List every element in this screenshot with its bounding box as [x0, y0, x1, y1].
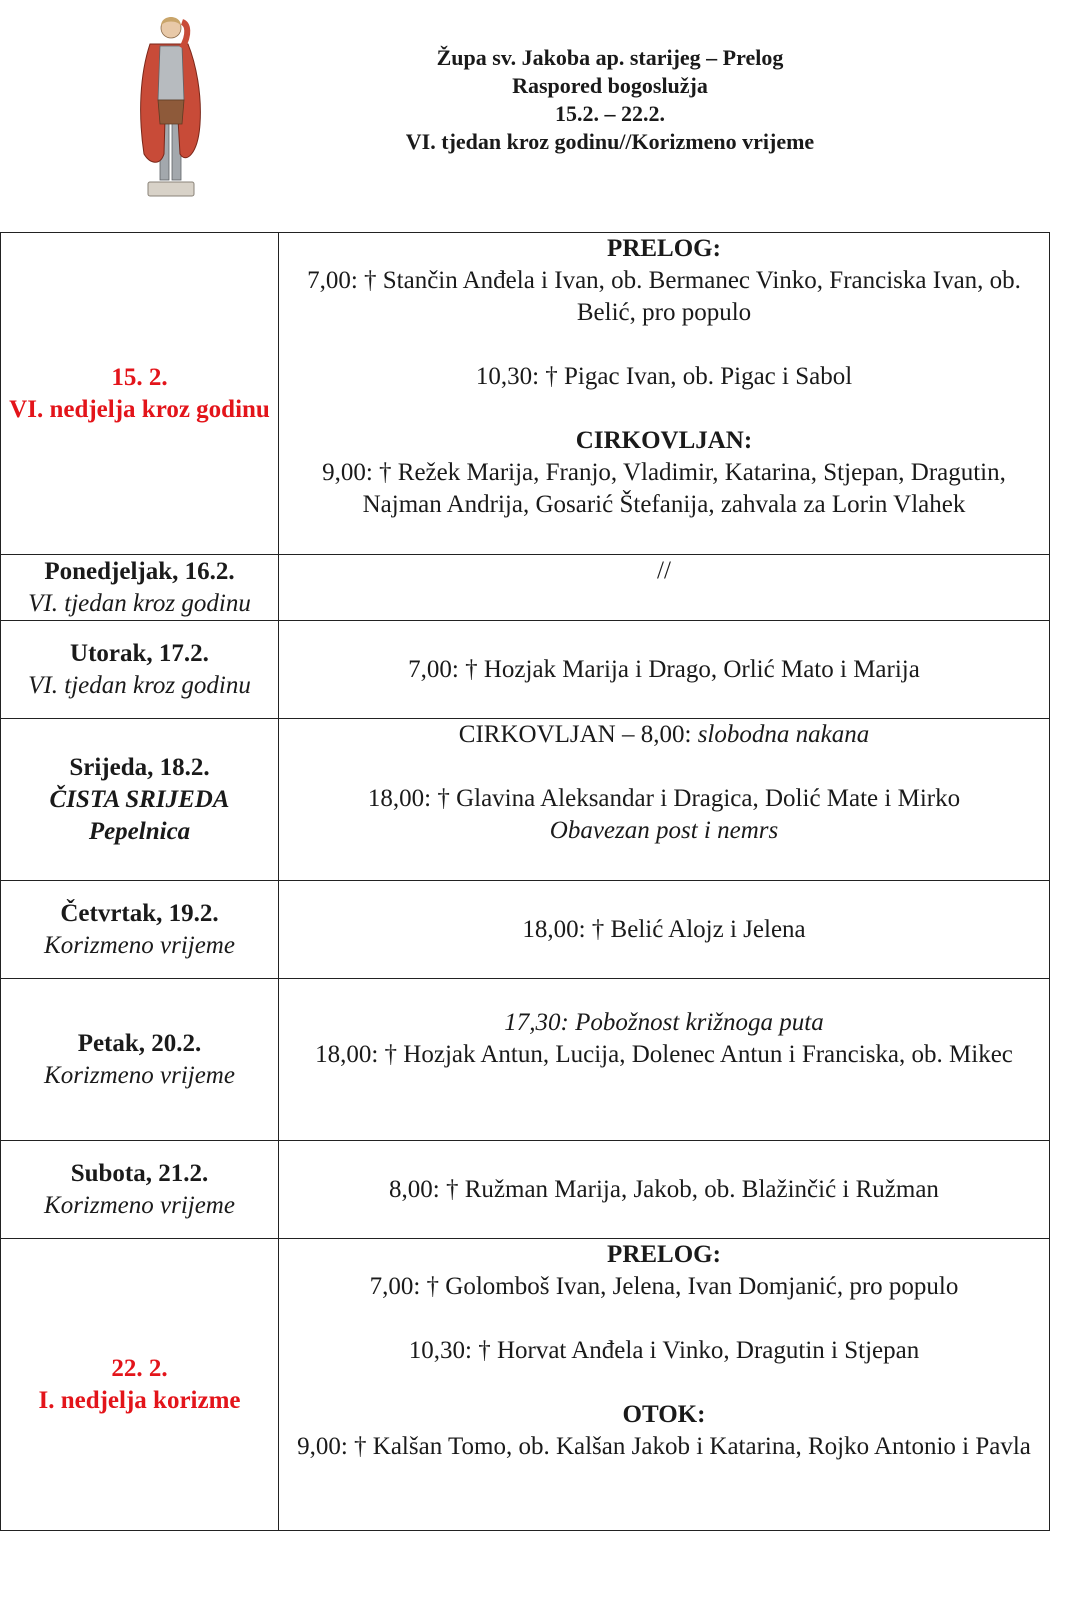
table-row [1, 555, 1050, 621]
location-heading: PRELOG: [607, 1241, 721, 1268]
liturgical-season: VI. tjedan kroz godinu//Korizmeno vrijeme [405, 129, 815, 154]
table-row [1, 1141, 1050, 1239]
entries-cell [279, 233, 1050, 555]
day-subtitle: Korizmeno vrijeme [44, 1061, 235, 1089]
table-row [1, 233, 1050, 555]
mass-entry: 7,00: † Hozjak Marija i Drago, Orlić Mato i Marija [408, 655, 920, 683]
entries-cell [279, 555, 1050, 621]
mass-entry: 9,00: † Režek Marija, Franjo, Vladimir, Katarina, Stjepan, Dragutin, Najman Andrija, Gosarić Štefanija, zahvala za Lorin Vlahek [322, 459, 1006, 518]
mass-entry: // [657, 557, 671, 584]
table-row [1, 1239, 1050, 1531]
day-cell [1, 621, 279, 719]
day-cell [1, 719, 279, 881]
day-subtitle: ČISTA SRIJEDA [49, 785, 230, 813]
day-label: Srijeda, 18.2. [69, 753, 210, 781]
mass-entry: 18,00: † Glavina Aleksandar i Dragica, Dolić Mate i Mirko [367, 785, 961, 812]
day-cell [1, 233, 279, 555]
day-label: Četvrtak, 19.2. [60, 899, 219, 927]
mass-entry: 8,00: † Ružman Marija, Jakob, ob. Blažinčić i Ružman [389, 1175, 939, 1203]
mass-entry-time: CIRKOVLJAN – 8,00: [458, 721, 698, 748]
day-cell [1, 1141, 279, 1239]
day-subtitle: Korizmeno vrijeme [44, 931, 235, 959]
day-subtitle: I. nedjelja korizme [38, 1386, 241, 1414]
mass-schedule-table [0, 232, 1050, 1531]
entries-cell [279, 621, 1050, 719]
mass-entry [285, 719, 1043, 751]
location-heading: OTOK: [622, 1401, 706, 1428]
day-subtitle: VI. tjedan kroz godinu [28, 671, 251, 699]
mass-entry: 7,00: † Golomboš Ivan, Jelena, Ivan Domjanić, pro populo [369, 1273, 959, 1300]
entries-cell [279, 979, 1050, 1141]
entries-cell [279, 1141, 1050, 1239]
location-heading: CIRKOVLJAN: [575, 427, 753, 454]
day-cell [1, 881, 279, 979]
document-header [300, 44, 920, 156]
day-subtitle: VI. tjedan kroz godinu [28, 589, 251, 617]
mass-entry-intention: slobodna nakana [697, 721, 870, 748]
day-cell [1, 555, 279, 621]
day-cell [1, 979, 279, 1141]
location-heading: PRELOG: [607, 235, 721, 262]
day-subtitle-2: Pepelnica [88, 817, 191, 845]
entries-cell [279, 719, 1050, 881]
day-label: 15. 2. [111, 363, 168, 391]
note: Obavezan post i nemrs [549, 817, 779, 844]
mass-entry: 10,30: † Horvat Anđela i Vinko, Dragutin i Stjepan [408, 1337, 920, 1364]
day-subtitle: VI. nedjelja kroz godinu [9, 395, 270, 423]
table-row [1, 881, 1050, 979]
table-row [1, 719, 1050, 881]
day-label: Utorak, 17.2. [70, 639, 209, 667]
parish-name: Župa sv. Jakoba ap. starijeg – Prelog [436, 45, 784, 70]
day-subtitle: Korizmeno vrijeme [44, 1191, 235, 1219]
day-label: Petak, 20.2. [77, 1029, 202, 1057]
mass-entry: 18,00: † Belić Alojz i Jelena [522, 915, 806, 943]
day-label: 22. 2. [111, 1354, 168, 1382]
entries-cell [279, 881, 1050, 979]
day-cell [1, 1239, 279, 1531]
schedule-title: Raspored bogoslužja [512, 73, 708, 98]
table-row [1, 979, 1050, 1141]
mass-entry: 7,00: † Stančin Anđela i Ivan, ob. Bermanec Vinko, Franciska Ivan, ob. Belić, pro populo [307, 267, 1021, 326]
date-range: 15.2. – 22.2. [555, 101, 665, 126]
mass-entry: 9,00: † Kalšan Tomo, ob. Kalšan Jakob i Katarina, Rojko Antonio i Pavla [297, 1433, 1031, 1460]
day-label: Ponedjeljak, 16.2. [44, 557, 235, 585]
table-row [1, 621, 1050, 719]
mass-entry: 18,00: † Hozjak Antun, Lucija, Dolenec Antun i Franciska, ob. Mikec [315, 1041, 1013, 1068]
entries-cell [279, 1239, 1050, 1531]
saint-james-statue-image [136, 4, 206, 200]
mass-entry: 10,30: † Pigac Ivan, ob. Pigac i Sabol [475, 363, 853, 390]
note: 17,30: Pobožnost križnoga puta [504, 1009, 824, 1036]
day-label: Subota, 21.2. [70, 1159, 209, 1187]
